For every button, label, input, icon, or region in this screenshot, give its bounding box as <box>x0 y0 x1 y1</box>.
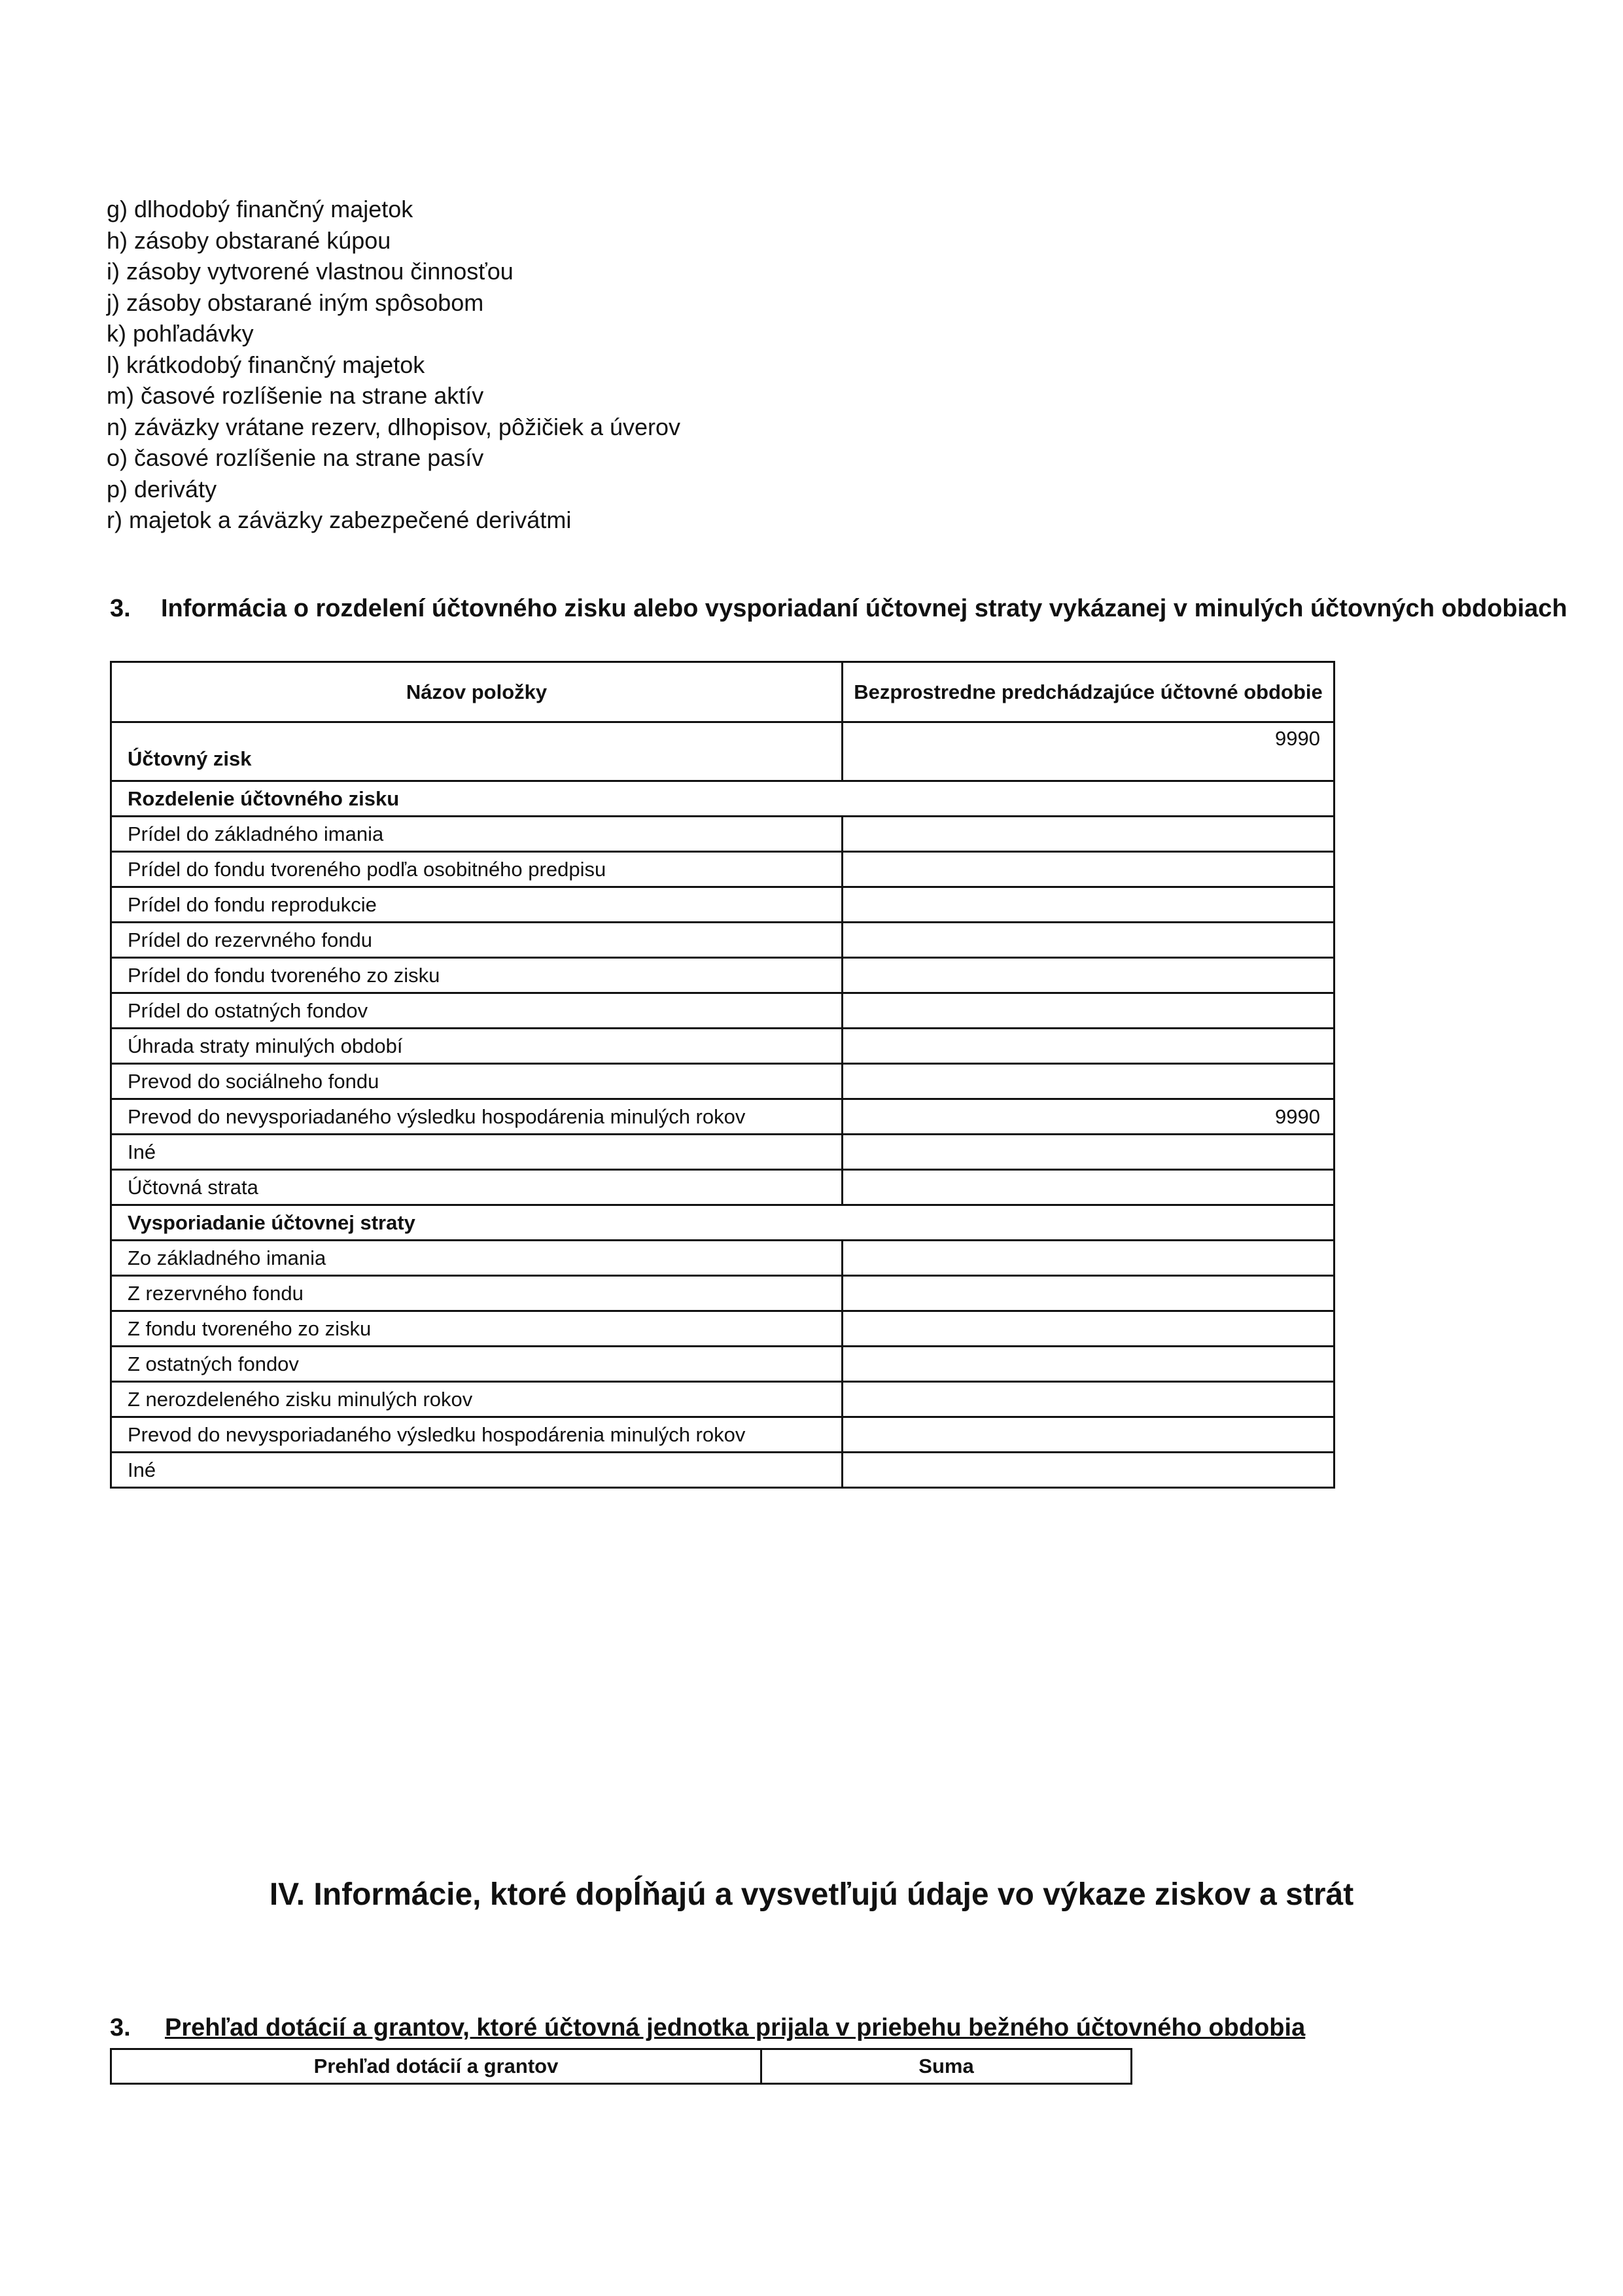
row-label: Z fondu tvoreného zo zisku <box>111 1311 843 1347</box>
row-value: 9990 <box>843 722 1335 781</box>
row-label: Zo základného imania <box>111 1241 843 1276</box>
list-item: n) záväzky vrátane rezerv, dlhopisov, pôžičiek a úverov <box>107 413 681 440</box>
row-value <box>843 1029 1335 1064</box>
table-row <box>111 958 1335 993</box>
row-label: Z rezervného fondu <box>111 1276 843 1311</box>
table-row <box>111 1311 1335 1347</box>
list-item: k) pohľadávky <box>107 320 254 347</box>
table-row-section <box>111 1205 1335 1241</box>
row-label: Prídel do fondu tvoreného podľa osobitného predpisu <box>111 852 843 887</box>
row-label: Prevod do sociálneho fondu <box>111 1064 843 1099</box>
table-row <box>111 1099 1335 1135</box>
section-title: Prehľad dotácií a grantov, ktoré účtovná jednotka prijala v priebehu bežného účtovného obdobia <box>165 2014 1306 2041</box>
row-value <box>843 1170 1335 1205</box>
row-value <box>843 1347 1335 1382</box>
list-item: h) zásoby obstarané kúpou <box>107 226 391 254</box>
row-label: Iné <box>111 1453 843 1488</box>
row-value <box>843 958 1335 993</box>
header-grants-overview: Prehľad dotácií a grantov <box>111 2049 761 2084</box>
section-number: 3. <box>110 595 131 622</box>
row-label: Z nerozdeleného zisku minulých rokov <box>111 1382 843 1417</box>
header-item-name: Názov položky <box>111 662 843 722</box>
row-value <box>843 1417 1335 1453</box>
section-4-heading: IV. Informácie, ktoré dopĺňajú a vysvetľujú údaje vo výkaze ziskov a strát <box>269 1877 1354 1912</box>
row-value <box>843 923 1335 958</box>
row-label: Prídel do fondu reprodukcie <box>111 887 843 923</box>
subsection-3-heading <box>110 2014 1305 2042</box>
row-value <box>843 1311 1335 1347</box>
table-row <box>111 993 1335 1029</box>
row-value <box>843 1453 1335 1488</box>
row-label: Úhrada straty minulých období <box>111 1029 843 1064</box>
row-label: Prevod do nevysporiadaného výsledku hospodárenia minulých rokov <box>111 1417 843 1453</box>
table-row <box>111 1453 1335 1488</box>
row-value <box>843 1382 1335 1417</box>
row-label: Prídel do fondu tvoreného zo zisku <box>111 958 843 993</box>
row-value <box>843 1241 1335 1276</box>
table-row <box>111 852 1335 887</box>
table-row <box>111 1064 1335 1099</box>
section-number: 3. <box>110 2014 131 2041</box>
row-label: Prídel do základného imania <box>111 817 843 852</box>
table-row <box>111 1029 1335 1064</box>
table-row-section <box>111 781 1335 817</box>
table-row <box>111 887 1335 923</box>
table-row <box>111 1170 1335 1205</box>
row-value <box>843 993 1335 1029</box>
list-item: o) časové rozlíšenie na strane pasív <box>107 444 484 471</box>
header-sum: Suma <box>761 2049 1132 2084</box>
row-label: Prídel do ostatných fondov <box>111 993 843 1029</box>
row-label: Prevod do nevysporiadaného výsledku hospodárenia minulých rokov <box>111 1099 843 1135</box>
table-row <box>111 722 1335 781</box>
row-value: 9990 <box>843 1099 1335 1135</box>
list-item: r) majetok a záväzky zabezpečené derivátmi <box>107 506 572 533</box>
row-label: Prídel do rezervného fondu <box>111 923 843 958</box>
row-label: Rozdelenie účtovného zisku <box>111 781 1335 817</box>
table-row <box>111 923 1335 958</box>
table-row <box>111 1135 1335 1170</box>
list-item: g) dlhodobý finančný majetok <box>107 196 413 222</box>
row-label: Účtovný zisk <box>111 722 843 781</box>
table-row <box>111 1417 1335 1453</box>
row-label: Z ostatných fondov <box>111 1347 843 1382</box>
grants-table <box>110 2048 1132 2085</box>
row-value <box>843 1276 1335 1311</box>
section-title: Informácia o rozdelení účtovného zisku alebo vysporiadaní účtovnej straty vykázanej v minulých účtovných obdobiach <box>161 595 1567 622</box>
table-row <box>111 1276 1335 1311</box>
table-header-row <box>111 662 1335 722</box>
table-row <box>111 817 1335 852</box>
row-label: Vysporiadanie účtovnej straty <box>111 1205 1335 1241</box>
list-item: p) deriváty <box>107 475 217 503</box>
row-value <box>843 817 1335 852</box>
list-item: l) krátkodobý finančný majetok <box>107 351 425 378</box>
row-value <box>843 887 1335 923</box>
row-label: Účtovná strata <box>111 1170 843 1205</box>
items-list <box>107 194 680 536</box>
row-value <box>843 1135 1335 1170</box>
list-item: j) zásoby obstarané iným spôsobom <box>107 289 484 316</box>
table-header-row <box>111 2049 1132 2084</box>
table-row <box>111 1241 1335 1276</box>
header-previous-period: Bezprostredne predchádzajúce účtovné obdobie <box>843 662 1335 722</box>
table-row <box>111 1347 1335 1382</box>
table-row <box>111 1382 1335 1417</box>
list-item: i) zásoby vytvorené vlastnou činnosťou <box>107 258 514 285</box>
profit-distribution-table <box>110 661 1335 1489</box>
row-label: Iné <box>111 1135 843 1170</box>
row-value <box>843 852 1335 887</box>
list-item: m) časové rozlíšenie na strane aktív <box>107 382 484 409</box>
row-value <box>843 1064 1335 1099</box>
